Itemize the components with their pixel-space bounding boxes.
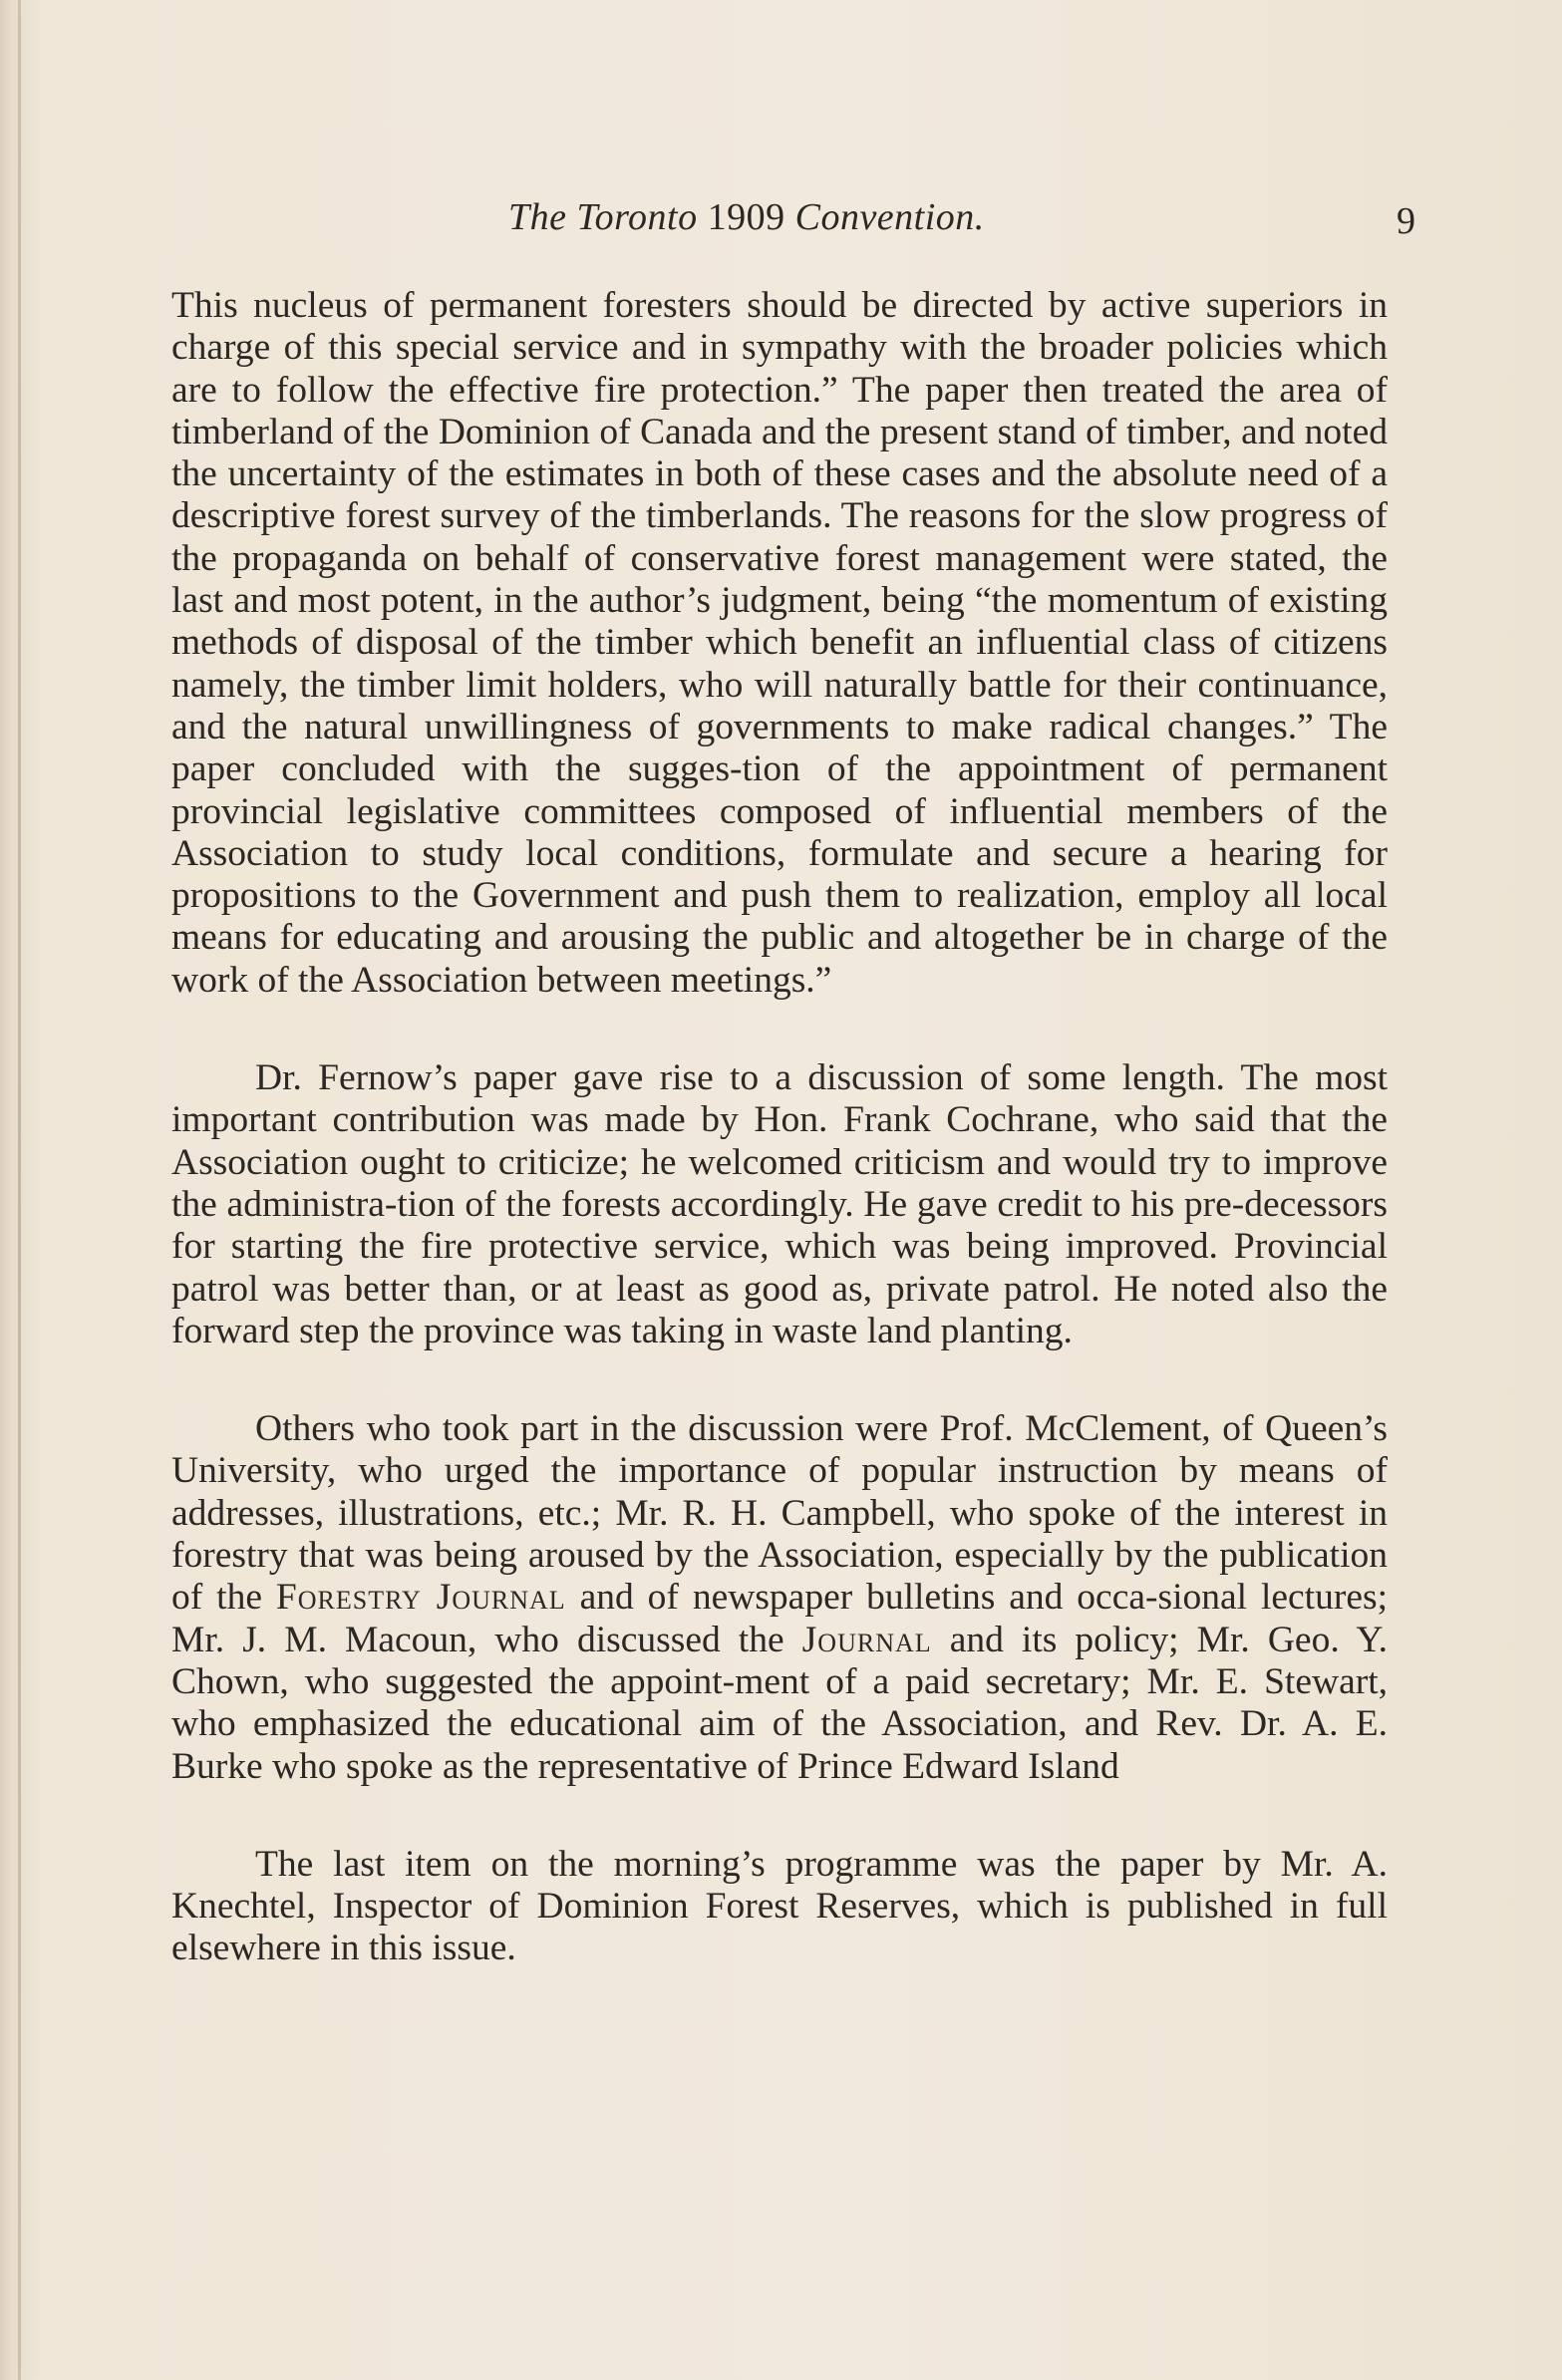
paragraph-gap (171, 1352, 1388, 1408)
binding-gutter (18, 0, 21, 2380)
body-text (171, 285, 1388, 1970)
running-title (508, 195, 985, 239)
paragraph-3-part2: and of newspaper bulletins and occa-sional lectures; Mr. J. M. Macoun, who discussed the (171, 1577, 1388, 1660)
running-title-part1: The Toronto (508, 196, 698, 238)
paragraph-1: This nucleus of permanent foresters should be directed by active superiors in charge of this special service and in sympathy with the broader policies which are to follow the effective fire protection.” The paper then treated the area of timberland of the Dominion of Canada and the present stand of timber, and noted the uncertainty of the estimates in both of these cases and the absolute need of a descriptive forest survey of the timberlands. The reasons for the slow progress of the propaganda on behalf of conservative forest management were stated, the last and most potent, in the author’s judgment, being “the momentum of existing methods of disposal of the timber which benefit an influential class of citizens namely, the timber limit holders, who will naturally battle for their continuance, and the natural unwillingness of governments to make radical changes.” The paper concluded with the sugges-tion of the appointment of permanent provincial legislative committees composed of influential members of the Association to study local conditions, formulate and secure a hearing for propositions to the Government and push them to realization, employ all local means for educating and arousing the public and altogether be in charge of the work of the Association between meetings.” (171, 285, 1388, 1001)
paragraph-3 (171, 1408, 1388, 1788)
journal-title: Forestry Journal (275, 1577, 566, 1619)
paragraph-3-part1: Others who took part in the discussion were Prof. McClement, of Queen’s University, who urged the importance of popular instruction by means of addresses, illustrations, etc.; Mr. R. H. Campbell, who spoke of the interest in forestry that was being aroused by the Association, especially by the publication of the (171, 1408, 1388, 1619)
running-title-year: 1909 (707, 196, 785, 238)
paragraph-3-part3: and its policy; Mr. Geo. Y. Chown, who suggested the appoint-ment of a paid secretary; Mr. E. Stewart, who emphasized the educational aim of the Association, and Rev. Dr. A. E. Burke who spoke as the representative of Prince Edward Island (171, 1619, 1389, 1787)
paragraph-gap (171, 1002, 1388, 1057)
page-number: 9 (1397, 200, 1415, 242)
running-title-part2: Convention. (794, 196, 985, 238)
paragraph-4: The last item on the morning’s programme was the paper by Mr. A. Knechtel, Inspector of Dominion Forest Reserves, which is published in full elsewhere in this issue. (171, 1843, 1388, 1969)
running-header (150, 195, 1415, 255)
paragraph-2: Dr. Fernow’s paper gave rise to a discussion of some length. The most important contribution was made by Hon. Frank Cochrane, who said that the Association ought to criticize; he welcomed criticism and would try to improve the administra-tion of the forests accordingly. He gave credit to his pre-decessors for starting the fire protective service, which was being improved. Provincial patrol was better than, or at least as good as, private patrol. He noted also the forward step the province was taking in waste land planting. (171, 1057, 1388, 1351)
journal-title-short: Journal (801, 1619, 932, 1660)
paragraph-gap (171, 1788, 1388, 1844)
